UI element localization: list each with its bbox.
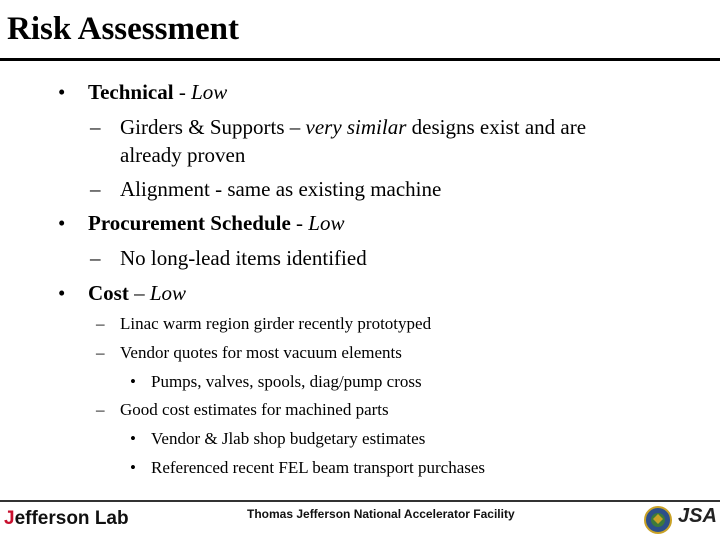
- cost-sub-machined: [96, 400, 389, 420]
- bullet-icon: •: [58, 281, 66, 305]
- alignment-text: Alignment - same as existing machine: [120, 177, 442, 201]
- bullet-icon: •: [130, 458, 136, 477]
- technical-separator: -: [173, 80, 192, 104]
- cost-item-fel: [130, 458, 485, 478]
- procurement-rating: Low: [308, 211, 345, 235]
- title-divider: [0, 58, 720, 61]
- girders-emphasis: very similar: [305, 115, 407, 139]
- dash-icon: –: [90, 246, 101, 270]
- technical-label: Technical: [88, 80, 174, 104]
- bullet-icon: •: [130, 429, 136, 448]
- cost-sub-vendor-quotes: [96, 343, 402, 363]
- jefferson-lab-logo: [4, 508, 129, 530]
- cost-label: Cost: [88, 281, 129, 305]
- pumps-text: Pumps, valves, spools, diag/pump cross: [151, 372, 422, 391]
- dash-icon: –: [90, 115, 101, 139]
- bullet-icon: •: [58, 80, 66, 104]
- procurement-sub-longlead: [90, 246, 367, 271]
- dash-icon: –: [96, 400, 105, 419]
- linac-text: Linac warm region girder recently prototyped: [120, 314, 432, 333]
- technical-rating: Low: [191, 80, 228, 104]
- girders-text: Girders & Supports –: [120, 115, 306, 139]
- page-title: Risk Assessment: [7, 11, 239, 47]
- footer-facility-name: Thomas Jefferson National Accelerator Facility: [247, 507, 515, 521]
- doe-seal-icon: [644, 506, 672, 534]
- longlead-text: No long-lead items identified: [120, 246, 367, 270]
- dash-icon: –: [90, 177, 101, 201]
- vendor-quotes-text: Vendor quotes for most vacuum elements: [120, 343, 402, 362]
- fel-text: Referenced recent FEL beam transport purchases: [151, 458, 486, 477]
- technical-sub-girders-cont: already proven: [120, 143, 246, 167]
- logo-initial: J: [4, 508, 15, 529]
- cost-item-pumps: [130, 372, 422, 392]
- girders-text-end: designs exist and are: [406, 115, 587, 139]
- cost-rating: Low: [149, 281, 187, 305]
- technical-sub-alignment: [90, 177, 441, 202]
- dash-icon: –: [96, 314, 105, 333]
- logo-text: efferson Lab: [14, 508, 129, 529]
- bullet-cost: [58, 281, 186, 306]
- procurement-separator: -: [290, 211, 309, 235]
- bullet-procurement: [58, 211, 344, 236]
- technical-sub-girders: [90, 115, 586, 140]
- bullet-technical: [58, 80, 227, 105]
- bullet-icon: •: [58, 211, 66, 235]
- cost-sub-linac: [96, 314, 431, 334]
- budgetary-text: Vendor & Jlab shop budgetary estimates: [151, 429, 426, 448]
- dash-icon: –: [96, 343, 105, 362]
- cost-separator: –: [128, 281, 150, 305]
- cost-item-budgetary: [130, 429, 425, 449]
- machined-text: Good cost estimates for machined parts: [120, 400, 389, 419]
- footer-divider: [0, 500, 720, 502]
- jsa-logo: JSA: [678, 505, 717, 527]
- procurement-label: Procurement Schedule: [88, 211, 291, 235]
- bullet-icon: •: [130, 372, 136, 391]
